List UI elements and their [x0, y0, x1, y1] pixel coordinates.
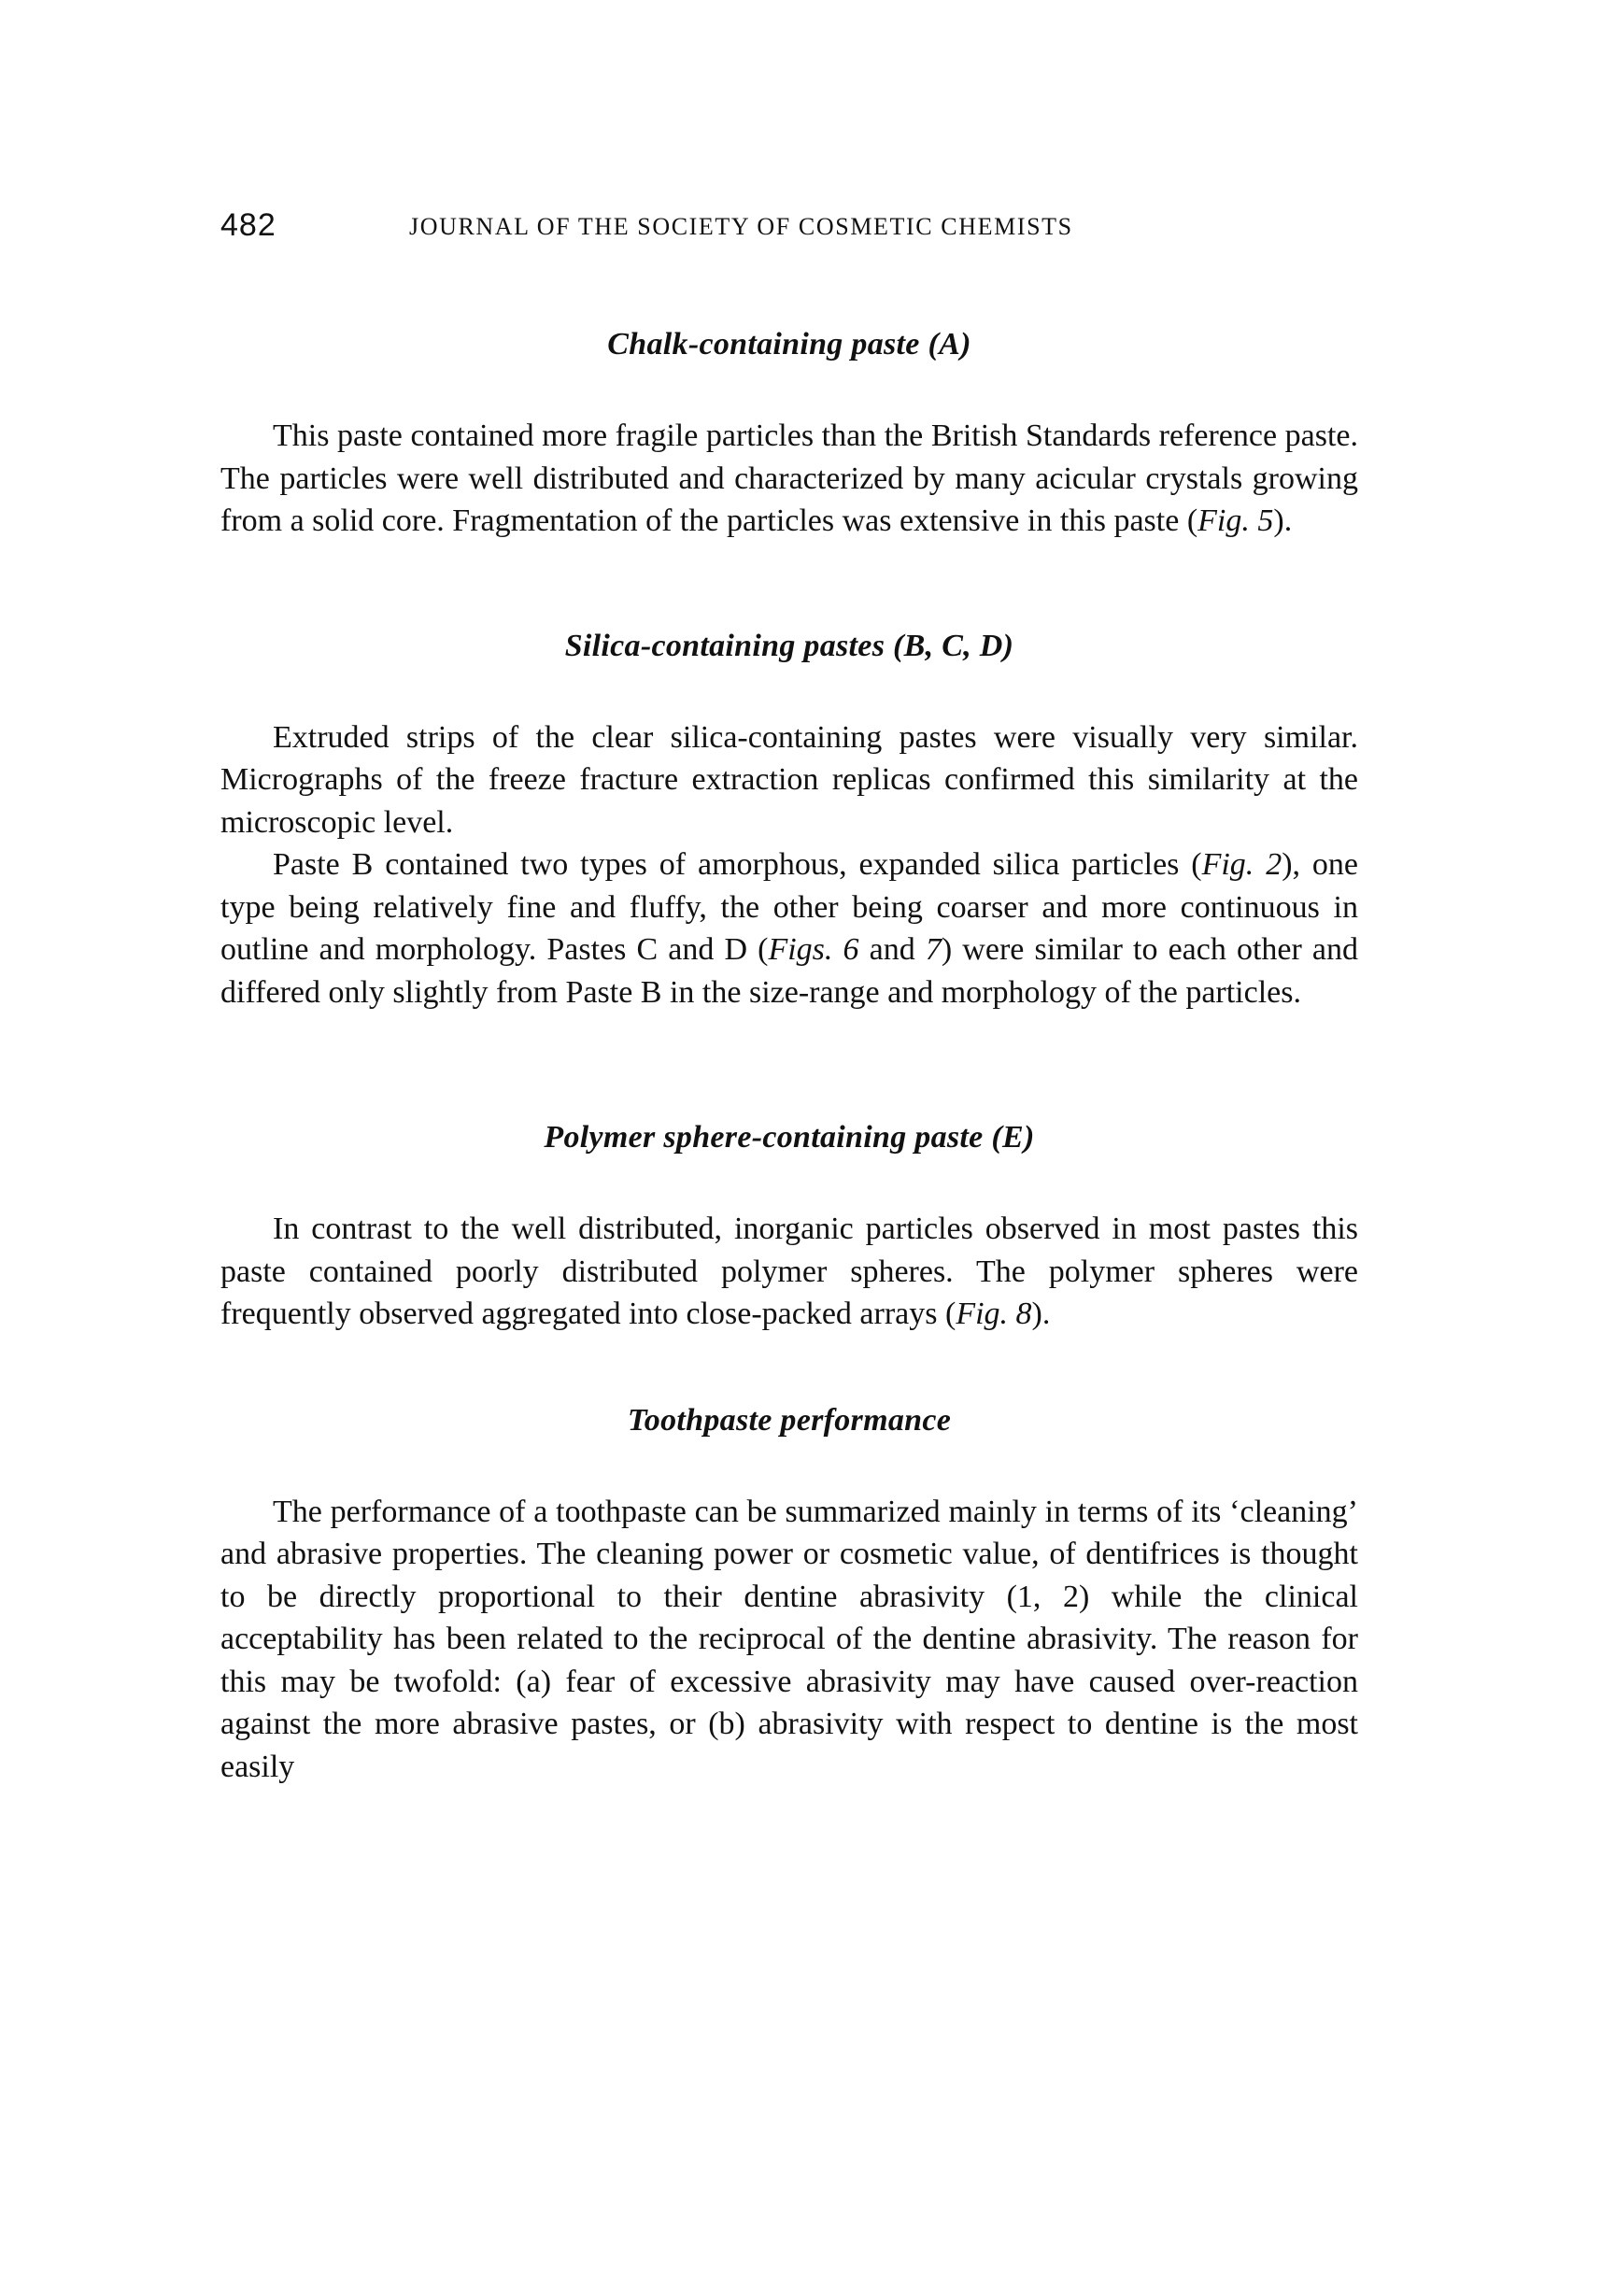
- text-run: In contrast to the well distributed, inorganic particles observed in most pastes this paste contained poorly distributed polymer spheres. The polymer spheres were frequently observed aggregated into close-packed arrays (: [220, 1212, 1358, 1331]
- paragraph-silica-1: Extruded strips of the clear silica-containing pastes were visually very similar. Micrographs of the freeze fracture extraction replicas confirmed this similarity at the microscopic level.: [220, 719, 1358, 840]
- figure-reference: 7: [925, 932, 942, 967]
- running-head: [220, 207, 1379, 254]
- text-run: and: [858, 932, 926, 967]
- page-number: 482: [220, 207, 276, 243]
- figure-reference: Fig. 5: [1197, 503, 1274, 538]
- text-run: This paste contained more fragile particles than the British Standards reference paste. The particles were well distributed and characterized by many acicular crystals growing from a solid core. Fragmentation of the particles was extensive in this paste (: [220, 418, 1358, 538]
- text-run: ) were similar to each other and differed only slightly from Paste B in the size-range and morphology of the particles.: [220, 932, 1359, 1010]
- paragraph-silica-2: [220, 843, 1358, 1013]
- journal-title: JOURNAL OF THE SOCIETY OF COSMETIC CHEMISTS: [409, 213, 1073, 240]
- text-run: ).: [1031, 1297, 1051, 1331]
- article-body: [220, 327, 1358, 1788]
- figure-reference: Fig. 8: [956, 1297, 1032, 1331]
- paragraph-chalk: [220, 415, 1358, 543]
- text-run: ).: [1273, 503, 1293, 538]
- heading-chalk-paste: Chalk-containing paste (A): [607, 327, 971, 361]
- paragraph-performance: The performance of a toothpaste can be summarized mainly in terms of its ‘cleaning’ and abrasive properties. The cleaning power or cosmetic value, of dentifrices is thought to be directly proportional to their dentine abrasivity (1, 2) while the clinical acceptability has been related to the reciprocal of the dentine abrasivity. The reason for this may be twofold: (a) fear of excessive abrasivity may have caused over-reaction against the more abrasive pastes, or (b) abrasivity with respect to dentine is the most easily: [220, 1494, 1358, 1784]
- text-run: ), one type being relatively fine and fluffy, the other being coarser and more continuous in outline and morphology. Pastes C and D (: [220, 847, 1358, 967]
- figure-reference: Figs. 6: [768, 932, 859, 967]
- text-run: Paste B contained two types of amorphous, expanded silica particles (: [273, 847, 1202, 882]
- heading-toothpaste-performance: Toothpaste performance: [627, 1402, 952, 1438]
- heading-silica-pastes: Silica-containing pastes (B, C, D): [564, 628, 1014, 663]
- figure-reference: Fig. 2: [1201, 847, 1282, 882]
- paragraph-polymer: [220, 1208, 1358, 1336]
- heading-polymer-paste: Polymer sphere-containing paste (E): [544, 1120, 1035, 1155]
